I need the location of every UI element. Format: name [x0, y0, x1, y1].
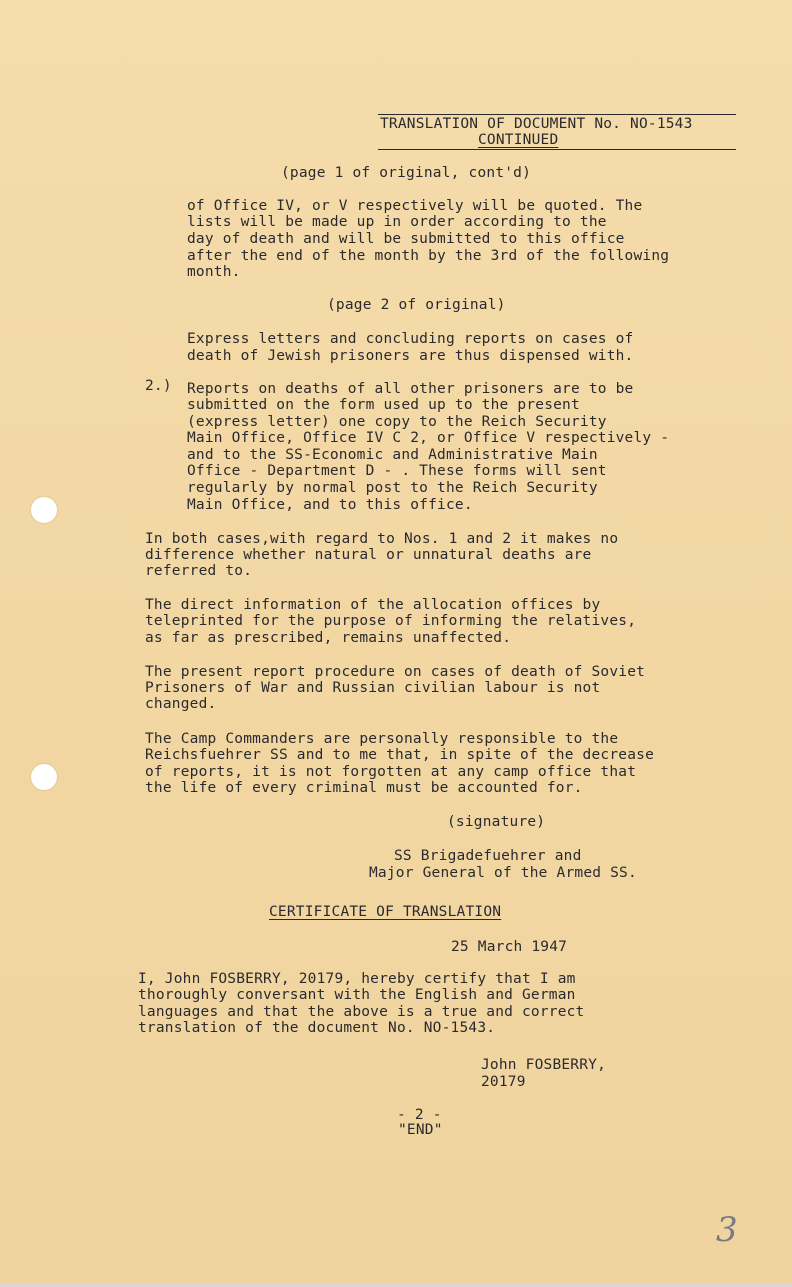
header-continued: CONTINUED — [478, 132, 559, 148]
page2-note: (page 2 of original) — [327, 297, 506, 313]
page1-note: (page 1 of original, cont'd) — [281, 165, 532, 181]
certificate-date: 25 March 1947 — [451, 939, 568, 955]
page-number: - 2 - — [397, 1107, 442, 1123]
signature-note: (signature) — [447, 814, 546, 830]
punch-hole-top — [31, 497, 57, 523]
header-rule-top — [378, 114, 736, 115]
handwritten-page-number: 3 — [716, 1210, 738, 1250]
item-2-number: 2.) — [145, 378, 172, 394]
header-title: TRANSLATION OF DOCUMENT No. NO-1543 — [380, 116, 693, 132]
translator-number: 20179 — [481, 1074, 526, 1090]
end-marker: "END" — [398, 1122, 443, 1138]
document-page: TRANSLATION OF DOCUMENT No. NO-1543 CONTINUED (page 1 of original, cont'd) of Office IV, or V respectively will be quoted. The lists will be made up in order according to the day of death and will be submitted to this office after the end of the month by the 3rd of the following month. (page 2 of original) Express letters and concluding reports on cases of death of Jewish prisoners are thus dispensed with. 2.) Reports on deaths of all other prisoners are to be submitted on the form used up to the present (express letter) one copy to the Reich Security Main Office, Office IV C 2, or Office V respectively - and to the SS-Economic and Administrative Main Office - Department D - . These forms will sent regularly by normal post to the Reich Security Main Office, and to this office. In both cases,with regard to Nos. 1 and 2 it makes no difference whether natural or unnatural deaths are referred to. The direct information of the allocation offices by teleprinted for the purpose of informing the relatives, as far as prescribed, remains unaffected. The present report procedure on cases of death of Soviet Prisoners of War and Russian civilian labour is not changed. The Camp Commanders are personally responsible to the Reichsfuehrer SS and to me that, in spite of the decrease of reports, it is not forgotten at any camp office that the life of every criminal must be accounted for. (signature) SS Brigadefuehrer and Major General of the Armed SS. CERTIFICATE OF TRANSLATION 25 March 1947 I, John FOSBERRY, 20179, hereby certify that I am thoroughly conversant with the English and German languages and that the above is a true and correct translation of the document No. NO-1543. John FOSBERRY, 20179 - 2 - "END" 3 — [0, 0, 792, 1287]
certificate-title: CERTIFICATE OF TRANSLATION — [269, 904, 502, 920]
header-rule-bottom — [378, 149, 736, 150]
punch-hole-bottom — [31, 764, 57, 790]
translator-name: John FOSBERRY, — [481, 1057, 607, 1073]
